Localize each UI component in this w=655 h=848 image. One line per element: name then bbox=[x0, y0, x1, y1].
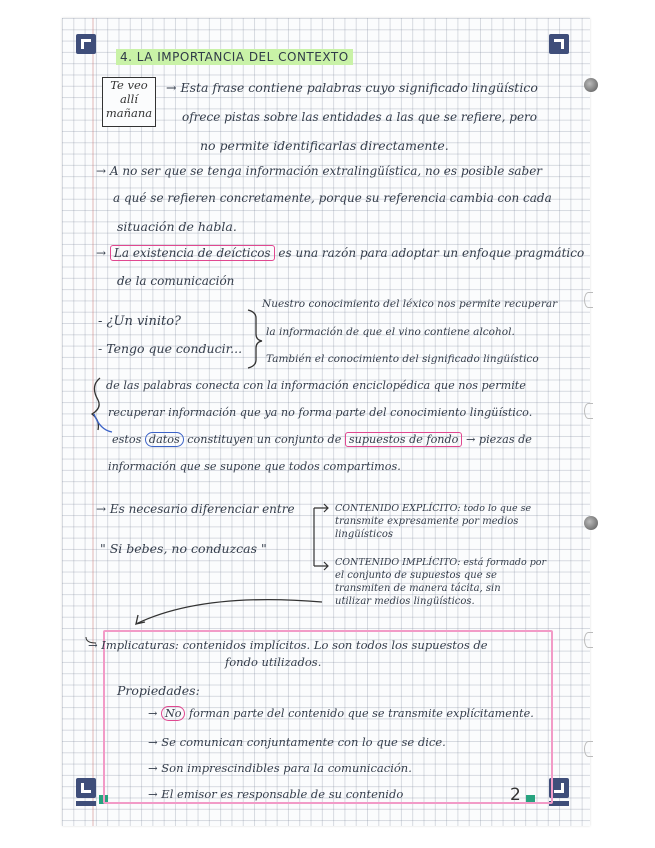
implicaturas-line: → Implicaturas: contenidos implícitos. Lo son todos los supuestos de bbox=[88, 638, 488, 652]
deicticos-rest: es una razón para adoptar un enfoque pragmático bbox=[278, 246, 585, 260]
properties-label: Propiedades: bbox=[117, 683, 200, 698]
dialogue-line: - ¿Un vinito? bbox=[98, 314, 182, 329]
arrow: → bbox=[148, 761, 158, 775]
intro-line: no permite identificarlas directamente. bbox=[200, 138, 449, 153]
property-text: Son imprescindibles para la comunicación. bbox=[161, 761, 412, 775]
explicit-line: lingüísticos bbox=[335, 529, 393, 540]
brace-icon bbox=[248, 310, 262, 368]
knowledge-line: información que se supone que todos compartimos. bbox=[108, 460, 401, 473]
example-quote: " Si bebes, no conduzcas " bbox=[100, 541, 267, 556]
arrow: → bbox=[148, 735, 158, 749]
arrow-icon bbox=[314, 504, 328, 512]
knowledge-word: constituyen un conjunto de bbox=[187, 433, 342, 446]
example-word: mañana bbox=[105, 106, 153, 120]
page-number: 2 bbox=[510, 785, 521, 805]
arrow: → bbox=[96, 246, 107, 260]
arrow-tail bbox=[86, 637, 96, 643]
implicit-line: utilizar medios lingüísticos. bbox=[335, 596, 475, 607]
arrow: → bbox=[148, 707, 158, 720]
explicit-line: CONTENIDO EXPLÍCITO: todo lo que se bbox=[335, 503, 532, 514]
intro-line: → Esta frase contiene palabras cuyo significado lingüístico bbox=[166, 80, 538, 95]
datos-highlight: datos bbox=[145, 432, 184, 447]
supuestos-highlight: supuestos de fondo bbox=[345, 432, 463, 447]
explicit-line: transmite expresamente por medios bbox=[335, 516, 519, 527]
property-text: forman parte del contenido que se transmite explícitamente. bbox=[189, 707, 534, 720]
bullet-line: situación de habla. bbox=[117, 219, 237, 234]
curved-arrow-icon bbox=[136, 600, 322, 624]
dialogue-line: - Tengo que conducir... bbox=[98, 341, 243, 356]
implicit-line: el conjunto de supuestos que se bbox=[335, 570, 497, 581]
knowledge-line: recuperar información que ya no forma parte del conocimiento lingüístico. bbox=[108, 406, 533, 419]
knowledge-line: la información de que el vino contiene alcohol. bbox=[266, 326, 515, 338]
property-text: Se comunican conjuntamente con lo que se dice. bbox=[161, 735, 446, 749]
arrow-icon bbox=[314, 562, 328, 570]
knowledge-line: También el conocimiento del significado lingüístico bbox=[266, 353, 539, 365]
distinction-lead: → Es necesario diferenciar entre bbox=[96, 502, 295, 516]
knowledge-word: → piezas de bbox=[465, 433, 532, 446]
implicit-line: transmiten de manera tácita, sin bbox=[335, 583, 501, 594]
bullet-line: a qué se refieren concretamente, porque su referencia cambia con cada bbox=[113, 191, 552, 205]
intro-line: ofrece pistas sobre las entidades a las que se refiere, pero bbox=[182, 110, 538, 124]
knowledge-line: Nuestro conocimiento del léxico nos permite recuperar bbox=[262, 298, 558, 310]
property-text: El emisor es responsable de su contenido bbox=[161, 787, 404, 801]
bullet-line: → A no ser que se tenga información extralingüística, no es posible saber bbox=[96, 164, 543, 178]
implicit-line: CONTENIDO IMPLÍCITO: está formado por bbox=[335, 557, 547, 568]
example-word: allí bbox=[120, 92, 138, 106]
deicticos-highlight: La existencia de deícticos bbox=[110, 245, 275, 261]
page-title: 4. LA IMPORTANCIA DEL CONTEXTO bbox=[116, 49, 353, 65]
knowledge-line: de las palabras conecta con la información enciclopédica que nos permite bbox=[106, 379, 526, 392]
deicticos-line2: de la comunicación bbox=[117, 274, 235, 288]
implicaturas-line: fondo utilizados. bbox=[225, 655, 322, 669]
knowledge-word: estos bbox=[112, 433, 142, 446]
no-highlight: No bbox=[161, 706, 186, 721]
curved-arrow-icon bbox=[94, 414, 112, 432]
example-word: Te veo bbox=[110, 78, 148, 92]
arrow: → bbox=[148, 787, 158, 801]
